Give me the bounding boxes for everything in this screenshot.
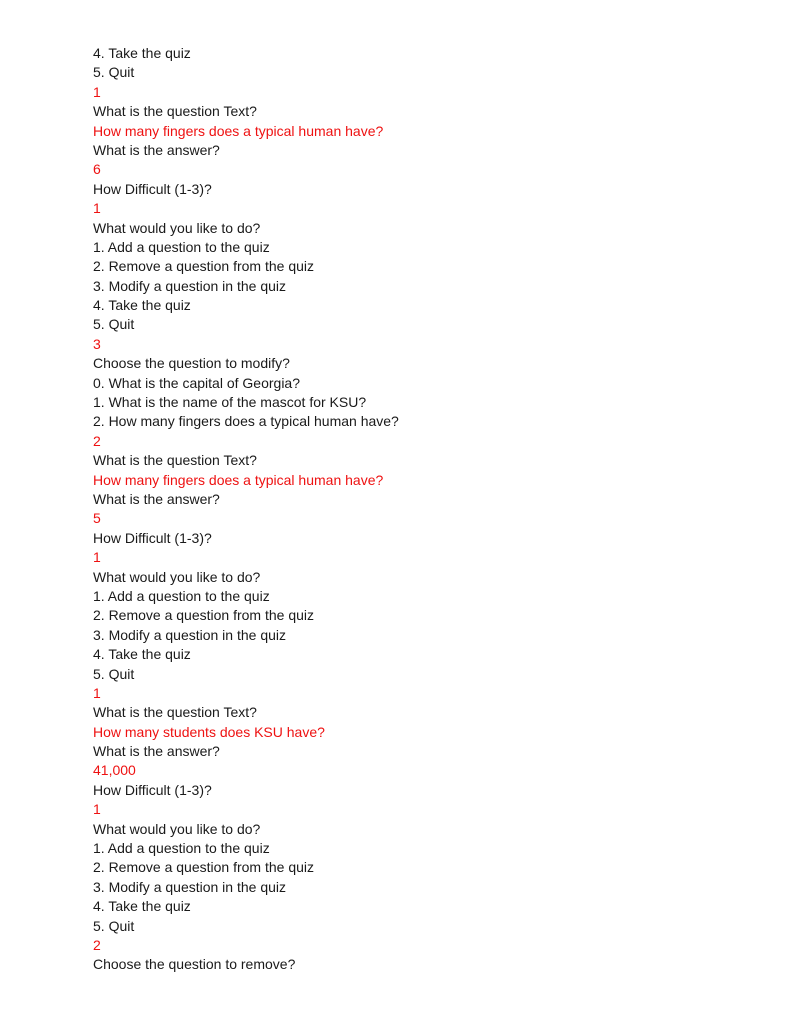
program-output-line: What would you like to do? [93, 820, 261, 837]
program-output-line: 5. Quit [93, 917, 135, 934]
user-input-line: 41,000 [93, 762, 136, 779]
program-output-line: 4. Take the quiz [93, 297, 191, 314]
user-input-line: 2 [93, 432, 101, 449]
program-output-line: 4. Take the quiz [93, 646, 191, 663]
program-output-line: How Difficult (1-3)? [93, 529, 212, 546]
program-output-line: 2. Remove a question from the quiz [93, 607, 315, 624]
program-output-line: 5. Quit [93, 665, 135, 682]
program-output-line: What is the question Text? [93, 704, 257, 721]
user-input-line: 3 [93, 335, 101, 352]
user-input-line: How many fingers does a typical human have? [93, 471, 384, 488]
user-input-line: 6 [93, 161, 101, 178]
program-output-line: 1. What is the name of the mascot for KSU? [93, 394, 367, 411]
program-output-line: 2. Remove a question from the quiz [93, 859, 315, 876]
program-output-line: What is the answer? [93, 490, 220, 507]
program-output-line: 0. What is the capital of Georgia? [93, 374, 300, 391]
user-input-line: 1 [93, 549, 101, 566]
user-input-line: How many fingers does a typical human have? [93, 122, 384, 139]
program-output-line: 3. Modify a question in the quiz [93, 626, 287, 643]
program-output-line: 3. Modify a question in the quiz [93, 878, 287, 895]
user-input-line: 1 [93, 684, 101, 701]
user-input-line: 5 [93, 510, 101, 527]
program-output-line: What is the question Text? [93, 452, 257, 469]
program-output-line: 1. Add a question to the quiz [93, 587, 270, 604]
user-input-line: 1 [93, 200, 101, 217]
program-output-line: How Difficult (1-3)? [93, 180, 212, 197]
console-transcript [93, 44, 399, 975]
program-output-line: What is the answer? [93, 141, 220, 158]
program-output-line: What is the answer? [93, 743, 220, 760]
program-output-line: 5. Quit [93, 316, 135, 333]
user-input-line: How many students does KSU have? [93, 723, 325, 740]
program-output-line: 4. Take the quiz [93, 45, 191, 61]
user-input-line: 1 [93, 83, 101, 100]
program-output-line: 2. Remove a question from the quiz [93, 258, 315, 275]
program-output-line: 3. Modify a question in the quiz [93, 277, 287, 294]
program-output-line: What would you like to do? [93, 219, 261, 236]
program-output-line: What would you like to do? [93, 568, 261, 585]
program-output-line: Choose the question to remove? [93, 956, 296, 973]
program-output-line: Choose the question to modify? [93, 355, 290, 372]
program-output-line: 1. Add a question to the quiz [93, 238, 270, 255]
program-output-line: What is the question Text? [93, 103, 257, 120]
program-output-line: 2. How many fingers does a typical human have? [93, 413, 399, 430]
program-output-line: 1. Add a question to the quiz [93, 840, 270, 857]
user-input-line: 2 [93, 936, 101, 953]
user-input-line: 1 [93, 801, 101, 818]
program-output-line: How Difficult (1-3)? [93, 781, 212, 798]
program-output-line: 4. Take the quiz [93, 898, 191, 915]
program-output-line: 5. Quit [93, 64, 135, 81]
